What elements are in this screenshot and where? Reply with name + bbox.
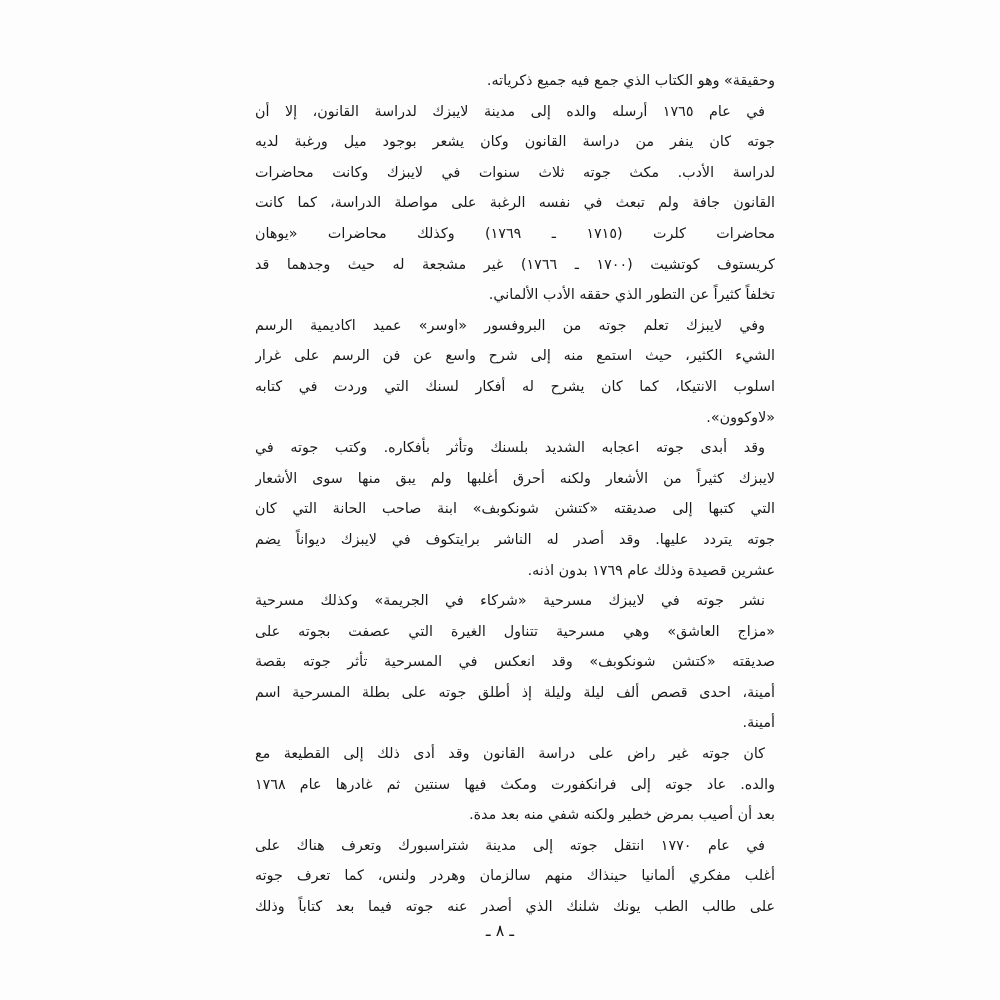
text-line: «لاوكوون».	[706, 409, 775, 426]
text-line: لدراسة الأدب. مكث جوته ثلاث سنوات في لايبزك وكانت محاضرات	[255, 164, 775, 181]
text-line: بعد أن أصيب بمرض خطير ولكنه شفي منه بعد مدة.	[469, 807, 775, 824]
text-line: وقد أبدى جوته اعجابه الشديد بلسنك وتأثر بأفكاره. وكتب جوته في	[255, 440, 765, 457]
text-line: عشرين قصيدة وذلك عام ١٧٦٩ بدون اذنه.	[527, 562, 775, 579]
text-line: التي كتبها إلى صديقته «كتشن شونكوبف» ابنة صاحب الحانة التي كان	[255, 501, 775, 518]
text-line: صديقته «كتشن شونكوبف» وقد انعكس في المسرحية تأثر جوته بقصة	[255, 654, 775, 671]
text-line: محاضرات كلرت (١٧١٥ ـ ١٧٦٩) وكذلك محاضرات «يوهان	[255, 225, 775, 242]
text-line: اسلوب الانتيكا، كما كان يشرح له أفكار لسنك التي وردت في كتابه	[255, 378, 775, 395]
text-line: تخلفاً كثيراً عن التطور الذي حققه الأدب الألماني.	[488, 287, 775, 304]
text-line: أمينة.	[742, 715, 775, 732]
text-line: أغلب مفكري ألمانيا حينذاك منهم سالزمان وهردر ولنس، كما تعرف جوته	[255, 868, 775, 885]
text-line: وفي لايبزك تعلم جوته من البروفسور «اوسر» عميد اكاديمية الرسم	[255, 317, 765, 334]
text-line: الشيء الكثير، حيث استمع منه إلى شرح واسع عن فن الرسم على غرار	[255, 348, 775, 365]
text-line: على طالب الطب يونك شلنك الذي أصدر عنه جوته فيما بعد كتاباً وذلك	[255, 899, 775, 916]
text-line: لايبزك كثيراً من الأشعار ولكنه أحرق أغلبها ولم يبق منها سوى الأشعار	[255, 470, 775, 487]
page-number: ـ ٨ ـ	[485, 921, 515, 940]
text-line: والده. عاد جوته إلى فرانكفورت ومكث فيها سنتين ثم غادرها عام ١٧٦٨	[255, 776, 775, 793]
text-line: وحقيقة» وهو الكتاب الذي جمع فيه جميع ذكرياته.	[486, 73, 775, 89]
text-line: جوته يتردد عليها. وقد أصدر له الناشر برايتكوف في لايبزك ديواناً يضم	[255, 531, 775, 548]
text-line: في عام ١٧٦٥ أرسله والده إلى مدينة لايبزك لدراسة القانون، إلا أن	[255, 103, 765, 120]
text-line: في عام ١٧٧٠ انتقل جوته إلى مدينة شتراسبورك وتعرف هناك على	[255, 837, 765, 854]
body-text	[255, 66, 775, 923]
text-line: كان جوته غير راض على دراسة القانون وقد أدى ذلك إلى القطيعة مع	[255, 746, 765, 763]
text-line: أمينة، احدى قصص ألف ليلة وليلة إذ أطلق جوته على بطلة المسرحية اسم	[255, 684, 775, 701]
text-line: كريستوف كوتشيت (١٧٠٠ ـ ١٧٦٦) غير مشجعة له حيث وجدهما قد	[255, 256, 775, 273]
text-line: «مزاج العاشق» وهي مسرحية تتناول الغيرة التي عصفت بجوته على	[255, 623, 775, 640]
text-line: القانون جافة ولم تبعث في نفسه الرغبة على مواصلة الدراسة، كما كانت	[255, 195, 775, 212]
text-line: جوته كان ينفر من دراسة القانون وكان يشعر بوجود ميل ورغبة لديه	[255, 134, 775, 151]
text-line: نشر جوته في لايبزك مسرحية «شركاء في الجريمة» وكذلك مسرحية	[255, 593, 765, 610]
